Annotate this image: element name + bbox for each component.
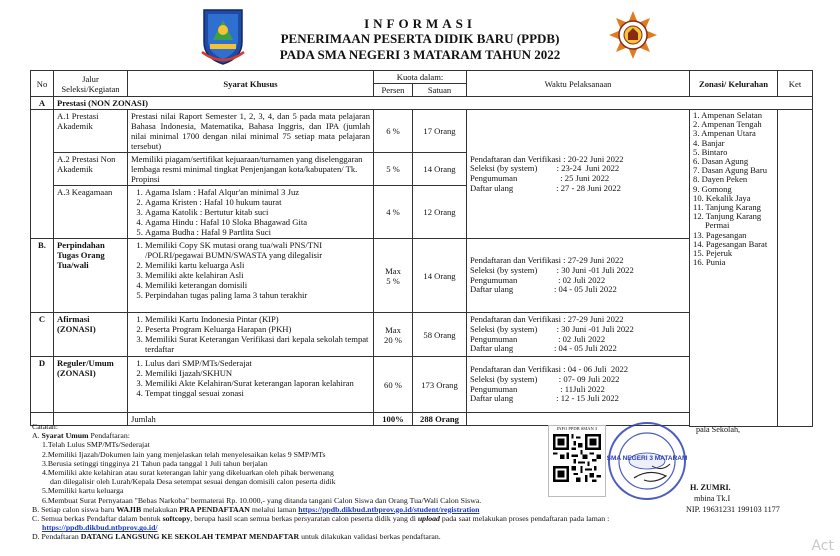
ppdb-link[interactable]: https://ppdb.dikbud.ntbprov.go.id/ [42,523,158,533]
waktu-a: Pendaftaran dan Verifikasi : 20-22 Juni 2022 Seleksi (by system) : 23-24 Juni 2022 Pengumuman : 25 Juni 2022 Daftar ulang : 27 - 28 Juni 2022 [470,153,624,193]
stamp-text: SMA NEGERI 3 MATARAM [606,455,688,462]
list-item: 5. Agama Budha : Hafal 9 Partlita Suci [145,227,370,237]
satuan-d: 173 Orang [413,357,467,413]
jalur-c: Afirmasi (ZONASI) [54,313,128,357]
qr-title: INFO PPDB SMAN 3 [556,426,598,431]
col-persen: Persen [374,84,413,97]
list-item: 2. Agama Kristen : Hafal 10 hukum taurat [145,197,370,207]
persen-a3: 4 % [374,186,413,239]
footer-notes [32,422,610,542]
persen-a2: 5 % [374,153,413,186]
zonasi-item: 16. Punia [693,257,726,268]
note-a: A. Syarat Umum Pendaftaran: [32,431,130,441]
list-item: 2. Memiliki kartu keluarga Asli [145,260,370,270]
note-c-link-line [32,523,592,532]
registration-link[interactable]: https://ppdb.dikbud.ntbprov.go.id/student/registration [298,504,480,514]
ppdb-table [30,70,813,427]
zonasi-item: 6. Dasan Agung [693,156,749,167]
jumlah-satuan: 288 Orang [413,413,467,426]
signature-rank: mbina Tk.I [694,494,731,503]
syarat-a1: Prestasi nilai Raport Semester 1, 2, 3, 4, dan 5 pada mata pelajaran Bahasa Indonesia, Matematika, Bahasa Inggris, dan IPA (jumlah nilai minimal 1700 dengan nilai minimal 75 setiap mata pelajaran tersebut) [128,110,374,153]
title-school-year: PADA SMA NEGERI 3 MATARAM TAHUN 2022 [279,47,561,62]
qr-code-icon[interactable] [553,434,601,482]
persen-d: 60 % [374,357,413,413]
table-row [31,110,813,153]
zonasi-item: 9. Gomong [693,183,732,194]
zonasi-item: 5. Bintaro [693,146,728,157]
note-a-item: 2.Memiliki Ijazah/Dokumen lain yang menjelaskan telah menyelesaikan kelas 9 SMP/MTs [42,449,326,459]
note-a-item: 5.Memiliki kartu keluarga [42,486,124,496]
zonasi-item: 12. Tanjung Karang Permai [693,211,762,231]
list-item: 5. Perpindahan tugas paling lama 3 tahun terakhir [145,290,370,300]
jumlah-label: Jumlah [128,413,374,426]
list-item: 1. Lulus dari SMP/MTs/Sederajat [145,358,370,368]
zonasi-item: 7. Dasan Agung Baru [693,165,768,176]
jalur-a2: A.2 Prestasi Non Akademik [54,153,128,186]
catatan-label: Catatan: [32,422,58,431]
note-b: B. Setiap calon siswa baru WAJIB melakukan PRA PENDAFTAAN melalui laman https://ppdb.dikbud.ntbprov.go.id/student/registration [32,504,480,514]
jalur-b: Perpindahan Tugas Orang Tua/wali [54,239,128,313]
note-c: C. Semua berkas Pendaftar dalam bentuk softcopy, berupa hasil scan semua berkas persyaratan calon peserta didik yang di upload pada saat melakukan proses pendaftaran pada laman : [32,514,610,524]
section-d-no: D [31,357,54,413]
note-d: D. Pendaftaran DATANG LANGSUNG KE SEKOLAH TEMPAT MENDAFTAR untuk dilakukan validasi berkas pendaftaran. [32,532,441,542]
syarat-d-list [131,358,370,398]
jalur-a1: A.1 Prestasi Akademik [54,110,128,153]
list-item: 2. Memiliki Ijazah/SKHUN [145,368,370,378]
syarat-c-list [131,314,370,354]
note-a-item: 1.Telah Lulus SMP/MTs/Sederajat [42,440,150,450]
persen-b: Max 5 % [374,239,413,313]
waktu-b: Pendaftaran dan Verifikasi : 27-29 Juni 2022 Seleksi (by system) : 30 Juni -01 Juli 2022 Pengumuman : 02 Juli 2022 Daftar ulang : 04 - 05 Juli 2022 [470,255,634,295]
col-ket: Ket [778,71,813,97]
title-informasi: INFORMASI [364,16,476,31]
jalur-a3: A.3 Keagamaan [54,186,128,239]
col-no: No [31,71,54,97]
jumlah-persen: 100% [374,413,413,426]
signature-nip: NIP. 19631231 199103 1177 [686,505,780,514]
section-a-title: Prestasi (NON ZONASI) [54,97,813,110]
qr-code-card [548,425,606,497]
waktu-d: Pendaftaran dan Verifikasi : 04 - 06 Juli 2022 Seleksi (by system) : 07- 09 Juli 2022 Pengumuman : 11Juli 2022 Daftar ulang : 12 - 15 Juli 2022 [470,364,629,404]
zonasi-item: 2. Ampenan Tengah [693,119,762,130]
note-a-item: 4.Memiliki akte kelahiran atau surat keterangan lahir yang dikeluarkan oleh pihak berwenang [42,468,334,478]
signature-name: H. ZUMRI. [690,483,731,492]
col-satuan: Satuan [413,84,467,97]
satuan-a1: 17 Orang [413,110,467,153]
zonasi-item: 10. Kekalik Jaya [693,192,751,203]
zonasi-list [690,110,778,427]
school-stamp-icon [604,418,690,504]
col-waktu: Waktu Pelaksanaan [467,71,690,97]
syarat-a2: Memiliki piagam/sertifikat kejuaraan/turnamen yang diselenggaran lembaga resmi minimal tingkat Penjenjangan kota/kabupaten/ Tk. Propinsi [128,153,374,186]
list-item: 1. Memiliki Kartu Indonesia Pintar (KIP) [145,314,370,324]
col-syarat: Syarat Khusus [128,71,374,97]
signature-position: pala Sekolah, [696,425,741,434]
jalur-d: Reguler/Umum (ZONASI) [54,357,128,413]
zonasi-item: 13. Pagesangan [693,229,747,240]
col-zonasi: Zonasi/ Kelurahan [690,71,778,97]
list-item: 2. Peserta Program Keluarga Harapan (PKH) [145,324,370,334]
activation-watermark: Act [811,538,834,554]
syarat-a3-list [131,187,370,237]
section-a-title-row [31,97,813,110]
satuan-a2: 14 Orang [413,153,467,186]
title-ppdb: PENERIMAAN PESERTA DIDIK BARU (PPDB) [280,31,560,46]
list-item: 3. Memiliki Akte Kelahiran/Surat keterangan laporan kelahiran [145,378,370,388]
list-item: 4. Agama Hindu : Hafal 10 Sloka Bhagawad Gita [145,217,370,227]
note-a-item: dan dilegalisir oleh Lurah/Kepala Desa setempat sesuai dengan domisili calon peserta didik [50,477,336,487]
satuan-a3: 12 Orang [413,186,467,239]
zonasi-item: 4. Banjar [693,137,725,148]
zonasi-item: 15. Pejeruk [693,248,733,259]
zonasi-item: 3. Ampenan Utara [693,128,756,139]
satuan-b: 14 Orang [413,239,467,313]
syarat-b-list [131,240,370,300]
zonasi-item: 8. Dayen Peken [693,174,748,185]
persen-c: Max 20 % [374,313,413,357]
list-item: 1. Agama Islam : Hafal Alqur'an minimal 3 Juz [145,187,370,197]
list-item: 4. Memiliki keterangan domisili [145,280,370,290]
list-item: 1. Memiliki Copy SK mutasi orang tua/wali PNS/TNI /POLRI/pegawai BUMN/SWASTA yang dilegalisir [145,240,370,260]
list-item: 3. Memiliki akte kelahiran Asli [145,270,370,280]
section-b-no: B. [31,239,54,313]
persen-a1: 6 % [374,110,413,153]
waktu-c: Pendaftaran dan Verifikasi : 27-29 Juni 2022 Seleksi (by system) : 30 Juni -01 Juli 2022 Pengumuman : 02 Juli 2022 Daftar ulang : 04 - 05 Juli 2022 [470,314,634,354]
zonasi-item: 14. Pagesangan Barat [693,238,768,249]
section-c-no: C [31,313,54,357]
note-a-item: 6.Membuat Surat Pernyataan "Bebas Narkoba" bermaterai Rp. 10.000,- yang ditanda tangani Calon Siswa dan Orang Tua/Wali Calon Siswa. [42,495,482,505]
list-item: 3. Memiliki Surat Keterangan Verifikasi dari kepala sekolah tempat terdaftar [145,334,370,354]
section-a-no: A [31,97,54,110]
col-kuota: Kuota dalam: [374,71,467,84]
list-item: 4. Tempat tinggal sesuai zonasi [145,388,370,398]
zonasi-item: 11. Tanjung Karang [693,202,761,213]
list-item: 3. Agama Katolik : Bertutur kitab suci [145,207,370,217]
satuan-c: 58 Orang [413,313,467,357]
note-a-item: 3.Berusia setinggi tingginya 21 Tahun pada tanggal 1 Juli tahun berjalan [42,458,268,468]
zonasi-item: 1. Ampenan Selatan [693,110,762,120]
table-header-row [31,71,813,84]
col-jalur: Jalur Seleksi/Kegiatan [54,71,128,97]
